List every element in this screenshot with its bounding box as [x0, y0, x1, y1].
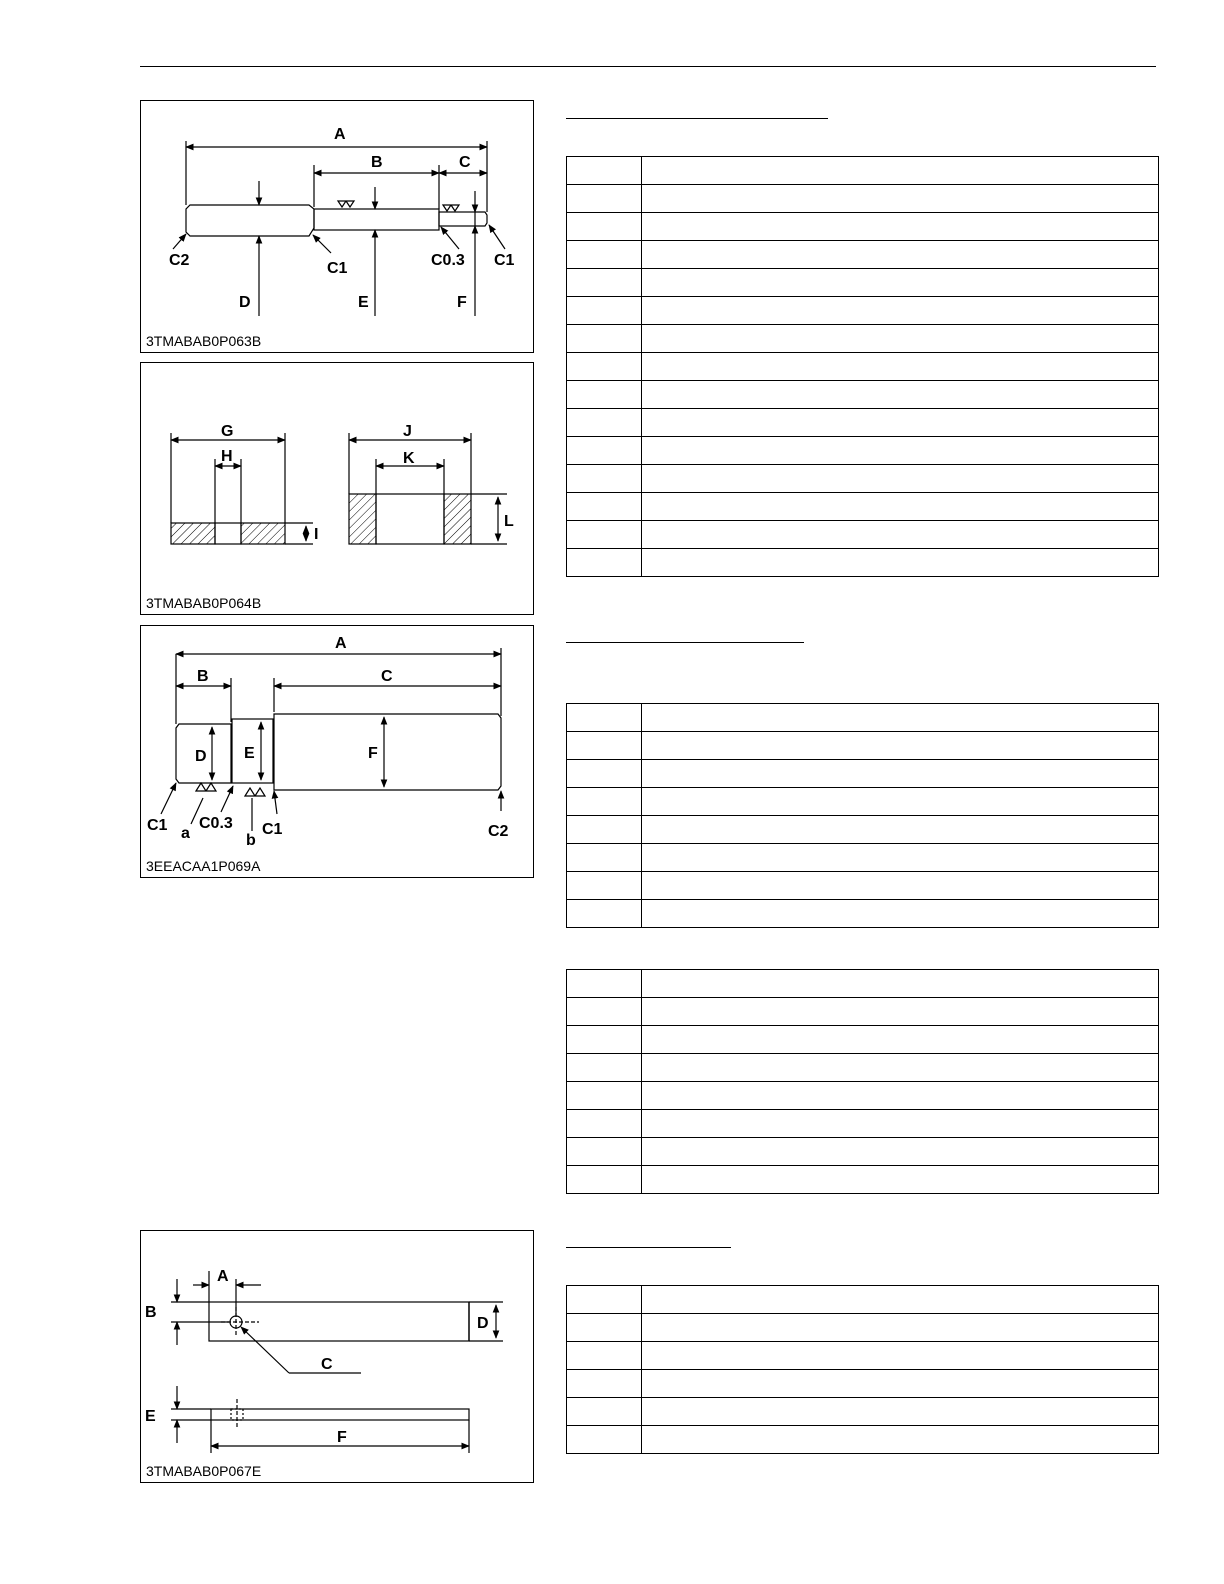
table-row [567, 241, 1159, 269]
table-cell-label [567, 760, 642, 788]
fig4-label-C: C [321, 1356, 333, 1373]
table-cell-label [567, 900, 642, 928]
fig3-label-a: a [181, 825, 190, 842]
table-cell-value [642, 1054, 1159, 1082]
table-cell-label [567, 549, 642, 577]
table-cell-label [567, 1166, 642, 1194]
table-row [567, 704, 1159, 732]
table-row [567, 900, 1159, 928]
table-cell-value [642, 1026, 1159, 1054]
section-heading-rule-2 [566, 642, 804, 643]
fig3-label-D: D [195, 748, 207, 765]
figure-shaft-1 [140, 100, 534, 353]
table-cell-value [642, 1398, 1159, 1426]
washers-drawing [141, 363, 535, 616]
table-row [567, 998, 1159, 1026]
table-cell-label [567, 157, 642, 185]
table-cell-value [642, 900, 1159, 928]
section-heading-rule-1 [566, 118, 828, 119]
fig4-label-F: F [337, 1429, 347, 1446]
table-cell-value [642, 732, 1159, 760]
fig2-label-J: J [403, 423, 412, 440]
table-row [567, 844, 1159, 872]
fig1-label-C: C [459, 154, 471, 171]
table-row [567, 1026, 1159, 1054]
table-cell-value [642, 381, 1159, 409]
shaft-2-drawing [141, 626, 535, 879]
table-cell-value [642, 1166, 1159, 1194]
table-cell-label [567, 353, 642, 381]
figure-washers [140, 362, 534, 615]
fig4-label-E: E [145, 1408, 156, 1425]
table-cell-value [642, 353, 1159, 381]
table-cell-value [642, 269, 1159, 297]
table-cell-value [642, 549, 1159, 577]
table-cell-value [642, 844, 1159, 872]
table-row [567, 409, 1159, 437]
fig3-label-C: C [381, 668, 393, 685]
fig3-label-A: A [335, 635, 347, 652]
table-cell-label [567, 1370, 642, 1398]
table-cell-value [642, 970, 1159, 998]
fig1-label-C1-right: C1 [494, 252, 515, 269]
fig3-label-F: F [368, 745, 378, 762]
table-cell-value [642, 409, 1159, 437]
table-row [567, 732, 1159, 760]
table-cell-value [642, 998, 1159, 1026]
table-row [567, 1314, 1159, 1342]
table-row [567, 549, 1159, 577]
table-cell-value [642, 760, 1159, 788]
table-cell-value [642, 1286, 1159, 1314]
table-cell-label [567, 1138, 642, 1166]
table-cell-value [642, 1110, 1159, 1138]
table-cell-label [567, 1110, 642, 1138]
table-row [567, 1370, 1159, 1398]
section-heading-rule-3 [566, 1247, 731, 1248]
table-cell-label [567, 1426, 642, 1454]
fig1-label-A: A [334, 126, 346, 143]
table-cell-label [567, 269, 642, 297]
fig1-label-F: F [457, 294, 467, 311]
table-row [567, 970, 1159, 998]
table-cell-label [567, 970, 642, 998]
table-cell-label [567, 465, 642, 493]
table-cell-value [642, 1314, 1159, 1342]
table-row [567, 353, 1159, 381]
table-cell-value [642, 1138, 1159, 1166]
table-cell-label [567, 1342, 642, 1370]
table-row [567, 788, 1159, 816]
fig2-label-K: K [403, 450, 415, 467]
table-cell-label [567, 1398, 642, 1426]
table-cell-label [567, 998, 642, 1026]
table-cell-label [567, 788, 642, 816]
table-cell-value [642, 1426, 1159, 1454]
table-cell-value [642, 325, 1159, 353]
table-row [567, 872, 1159, 900]
table-cell-value [642, 521, 1159, 549]
table-row [567, 521, 1159, 549]
figure-code: 3TMABAB0P064B [146, 595, 262, 611]
table-cell-label [567, 437, 642, 465]
fig1-label-C03: C0.3 [431, 252, 465, 269]
table-cell-label [567, 325, 642, 353]
table-cell-value [642, 241, 1159, 269]
shaft-1-drawing [141, 101, 535, 354]
table-row [567, 1426, 1159, 1454]
fig2-label-L: L [504, 513, 514, 530]
table-row [567, 213, 1159, 241]
table-cell-value [642, 213, 1159, 241]
fig1-label-D: D [239, 294, 251, 311]
fig1-label-B: B [371, 154, 383, 171]
fig2-label-I: I [314, 526, 319, 543]
table-cell-value [642, 816, 1159, 844]
table-row [567, 1286, 1159, 1314]
fig3-label-B: B [197, 668, 209, 685]
table-row [567, 381, 1159, 409]
table-cell-label [567, 521, 642, 549]
table-cell-label [567, 816, 642, 844]
table-row [567, 325, 1159, 353]
fig4-label-A: A [217, 1268, 229, 1285]
table-cell-label [567, 704, 642, 732]
table-cell-label [567, 185, 642, 213]
table-row [567, 465, 1159, 493]
fig3-label-E: E [244, 745, 255, 762]
spec-table-2 [566, 703, 1159, 928]
spec-table-4 [566, 1285, 1159, 1454]
figure-code: 3TMABAB0P063B [146, 333, 262, 349]
fig3-label-b: b [246, 832, 256, 849]
spec-table-1 [566, 156, 1159, 577]
fig3-label-C1-left: C1 [147, 817, 168, 834]
table-cell-value [642, 1082, 1159, 1110]
table-row [567, 1166, 1159, 1194]
table-row [567, 760, 1159, 788]
fig2-label-G: G [221, 423, 234, 440]
table-cell-value [642, 493, 1159, 521]
fig1-label-C1-left: C1 [327, 260, 348, 277]
table-row [567, 1110, 1159, 1138]
plate-drawing [141, 1231, 535, 1484]
table-row [567, 1138, 1159, 1166]
table-row [567, 185, 1159, 213]
table-cell-label [567, 493, 642, 521]
table-cell-value [642, 1342, 1159, 1370]
spec-table-3 [566, 969, 1159, 1194]
table-row [567, 1342, 1159, 1370]
table-cell-value [642, 1370, 1159, 1398]
table-cell-label [567, 844, 642, 872]
table-cell-value [642, 437, 1159, 465]
table-row [567, 1082, 1159, 1110]
table-cell-label [567, 872, 642, 900]
fig3-label-C1-right: C1 [262, 821, 283, 838]
table-cell-value [642, 185, 1159, 213]
table-cell-label [567, 732, 642, 760]
figure-shaft-2 [140, 625, 534, 878]
table-cell-value [642, 297, 1159, 325]
table-cell-label [567, 409, 642, 437]
table-cell-label [567, 241, 642, 269]
table-cell-value [642, 872, 1159, 900]
table-cell-value [642, 704, 1159, 732]
fig1-label-C2: C2 [169, 252, 190, 269]
table-row [567, 157, 1159, 185]
fig4-label-D: D [477, 1315, 489, 1332]
table-row [567, 297, 1159, 325]
fig2-label-H: H [221, 448, 233, 465]
table-cell-value [642, 788, 1159, 816]
table-cell-value [642, 465, 1159, 493]
table-cell-label [567, 1054, 642, 1082]
table-cell-label [567, 1082, 642, 1110]
figure-plate [140, 1230, 534, 1483]
figure-code: 3TMABAB0P067E [146, 1463, 262, 1479]
table-row [567, 269, 1159, 297]
table-row [567, 816, 1159, 844]
table-cell-label [567, 1026, 642, 1054]
table-cell-value [642, 157, 1159, 185]
table-row [567, 437, 1159, 465]
fig1-label-E: E [358, 294, 369, 311]
fig4-label-B: B [145, 1304, 157, 1321]
fig3-label-C03: C0.3 [199, 815, 233, 832]
table-row [567, 493, 1159, 521]
table-cell-label [567, 1314, 642, 1342]
fig3-label-C2: C2 [488, 823, 509, 840]
table-cell-label [567, 1286, 642, 1314]
table-cell-label [567, 381, 642, 409]
table-row [567, 1054, 1159, 1082]
table-cell-label [567, 213, 642, 241]
table-cell-label [567, 297, 642, 325]
table-row [567, 1398, 1159, 1426]
header-rule [140, 66, 1156, 67]
figure-code: 3EEACAA1P069A [146, 858, 261, 874]
